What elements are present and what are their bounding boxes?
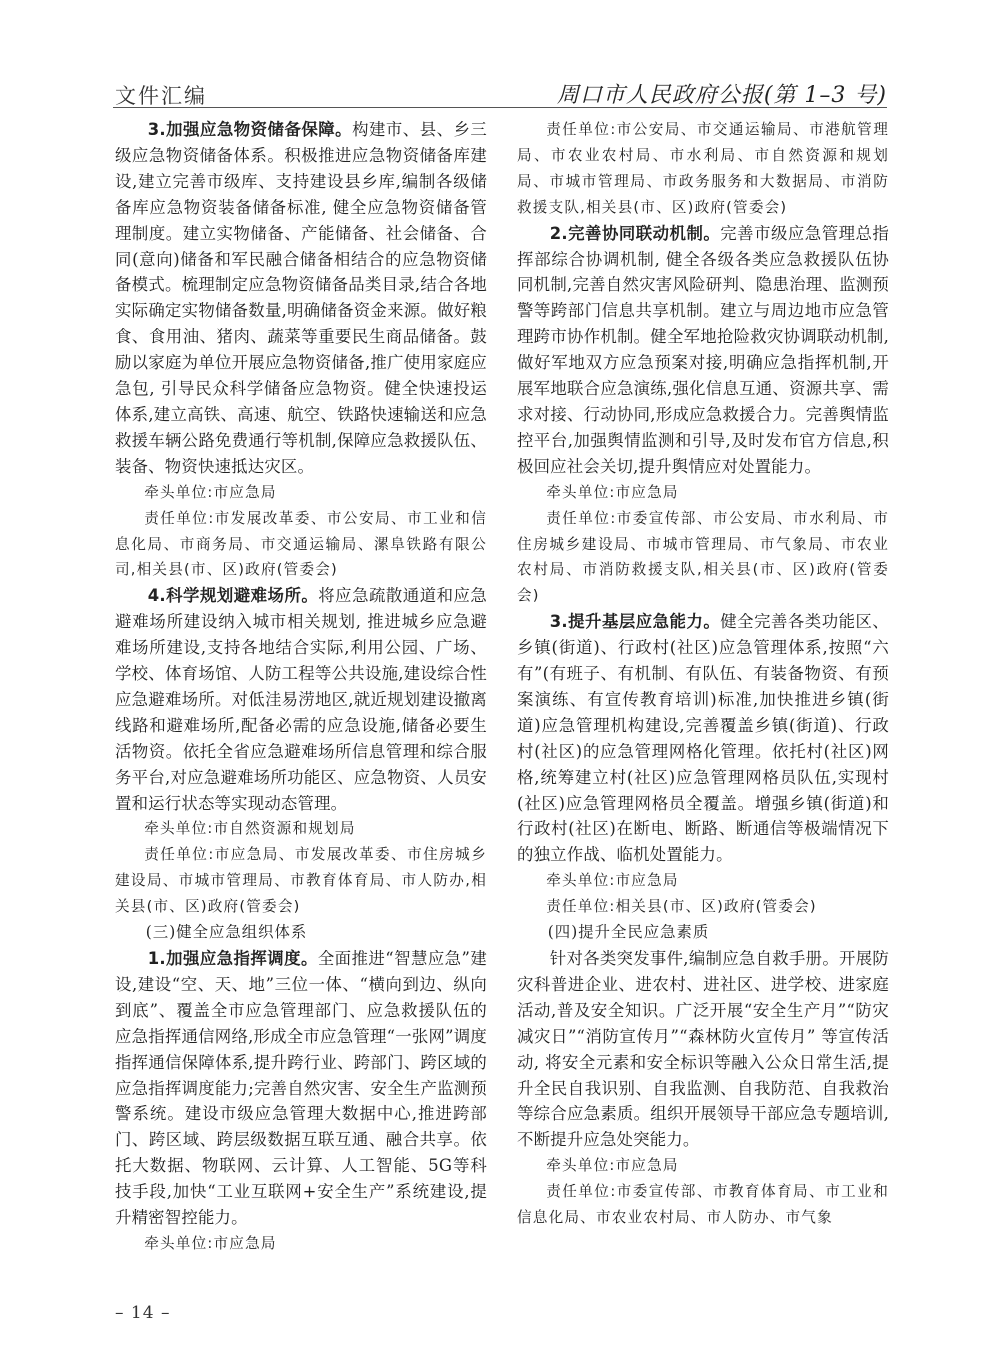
paragraph-grassroots-capacity	[517, 609, 889, 868]
lead-unit-line: 牵头单位:市应急局	[546, 1157, 679, 1175]
responsible-unit-line: 责任单位:市公安局、市交通运输局、市港航管理局、市农业农村局、市水利局、市自然资源和规划局、市城市管理局、市政务服务和大数据局、市消防救援支队,相关县(市、区)政府(管委会)	[517, 121, 889, 216]
paragraph-shelter-planning	[115, 583, 487, 816]
responsible-unit-line: 责任单位:市发展改革委、市公安局、市工业和信息化局、市商务局、市交通运输局、漯阜铁路有限公司,相关县(市、区)政府(管委会)	[115, 509, 487, 579]
responsible-unit-line: 责任单位:市委宣传部、市公安局、市水利局、市住房城乡建设局、市城市管理局、市气象局、市农业农村局、市消防救援支队,相关县(市、区)政府(管委会)	[517, 509, 889, 605]
item-heading: 3.提升基层应急能力。	[549, 612, 721, 632]
paragraph-command-dispatch	[115, 946, 487, 1231]
paragraph-body: 将应急疏散通道和应急避难场所建设纳入城市相关规划, 推进城乡应急避难场所建设,支持各地结合实际,利用公园、广场、学校、体育场馆、人防工程等公共设施,建设综合性应急避难场所。对低洼易涝地区,就近规划建设撤离线路和避难场所,配备必需的应急设施,储备必要生活物资。依托全省应急避难场所信息管理和综合服务平台,对应急避难场所功能区、应急物资、人员安置和运行状态等实现动态管理。	[115, 586, 487, 813]
paragraph-body: 构建市、县、乡三级应急物资储备体系。积极推进应急物资储备库建设,建立完善市级库、支持建设县乡库,编制各级储备库应急物资装备储备标准, 健全应急物资储备管理制度。建立实物储备、产能储备、社会储备、合同(意向)储备和军民融合储备相结合的应急物资储备模式。梳理制定应急物资储备品类目录,结合各地实际确定实物储备数量,明确储备资金来源。做好粮食、食用油、猪肉、蔬菜等重要民生商品储备。鼓励以家庭为单位开展应急物资储备,推广使用家庭应急包, 引导民众科学储备应急物资。健全快速投运体系,建立高铁、高速、航空、铁路快速输送和应急救援车辆公路免费通行等机制,保障应急救援队伍、装备、物资快速抵达灾区。	[115, 120, 487, 476]
lead-unit-line: 牵头单位:市应急局	[546, 872, 679, 890]
header-section-title: 文件汇编	[115, 84, 207, 108]
responsible-unit-line: 责任单位:相关县(市、区)政府(管委会)	[546, 898, 817, 916]
paragraph-public-awareness: 针对各类突发事件,编制应急自救手册。开展防灾科普进企业、进农村、进社区、进学校、进家庭活动,普及安全知识。广泛开展“安全生产月”“防灾减灾日”“消防宣传月”“森林防火宣传月” 等宣传活动, 将安全元素和安全标识等融入公众日常生活,提升全民自我识别、自我监测、自我防范、自我救治等综合应急素质。组织开展领导干部应急专题培训,不断提升应急处突能力。	[517, 949, 889, 1150]
page-header	[113, 80, 887, 116]
paragraph-coordination-mechanism	[517, 221, 889, 480]
item-heading: 3.加强应急物资储备保障。	[147, 120, 353, 139]
responsible-unit-line: 责任单位:市委宣传部、市教育体育局、市工业和信息化局、市农业农村局、市人防办、市气象	[517, 1183, 889, 1227]
lead-unit-line: 牵头单位:市应急局	[144, 483, 277, 501]
page-number: – 14 –	[115, 1303, 171, 1323]
section-heading: (三)健全应急组织体系	[145, 923, 308, 942]
lead-unit-line: 牵头单位:市应急局	[144, 1234, 277, 1252]
header-publication-title: 周口市人民政府公报(第 1–3 号)	[556, 83, 887, 108]
paragraph-body: 完善市级应急管理总指挥部综合协调机制, 健全各级各类应急救援队伍协同机制,完善自然灾害风险研判、隐患治理、监测预警等跨部门信息共享机制。建立与周边地市应急管理跨市协作机制。健全军地抢险救灾协调联动机制,做好军地双方应急预案对接,明确应急指挥机制,开展军地联合应急演练,强化信息互通、资源共享、需求对接、行动协同,形成应急救援合力。完善舆情监控平台,加强舆情监测和引导,及时发布官方信息,积极回应社会关切,提升舆情应对处置能力。	[517, 223, 889, 476]
item-heading: 4.科学规划避难场所。	[147, 586, 319, 606]
item-heading: 1.加强应急指挥调度。	[147, 949, 318, 968]
lead-unit-line: 牵头单位:市应急局	[546, 483, 679, 501]
lead-unit-line: 牵头单位:市自然资源和规划局	[144, 820, 356, 838]
item-heading: 2.完善协同联动机制。	[549, 223, 721, 243]
right-column	[517, 117, 889, 1231]
paragraph-body: 健全完善各类功能区、乡镇(街道)、行政村(社区)应急管理体系,按照“六有”(有班子、有机制、有队伍、有装备物资、有预案演练、有宣传教育培训)标准,加快推进乡镇(街道)应急管理机构建设,完善覆盖乡镇(街道)、行政村(社区)的应急管理网格化管理。依托村(社区)网格,统筹建立村(社区)应急管理网格员队伍,实现村(社区)应急管理网格员全覆盖。增强乡镇(街道)和行政村(社区)在断电、断路、断通信等极端情况下的独立作战、临机处置能力。	[517, 612, 889, 865]
header-rule	[113, 107, 887, 108]
responsible-unit-line: 责任单位:市应急局、市发展改革委、市住房城乡建设局、市城市管理局、市教育体育局、市人防办,相关县(市、区)政府(管委会)	[115, 846, 487, 916]
paragraph-material-reserve	[115, 117, 487, 480]
paragraph-body: 全面推进“智慧应急”建设,建设“空、天、地”三位一体、“横向到边、纵向到底”、覆盖全市应急管理部门、应急救援队伍的应急指挥通信网络,形成全市应急管理“一张网”调度指挥通信保障体系,提升跨行业、跨部门、跨区域的应急指挥调度能力;完善自然灾害、安全生产监测预警系统。建设市级应急管理大数据中心,推进跨部门、跨区域、跨层级数据互联互通、融合共享。依托大数据、物联网、云计算、人工智能、5G等科技手段,加快“工业互联网+安全生产”系统建设,提升精密智控能力。	[115, 949, 487, 1228]
section-heading: (四)提升全民应急素质	[547, 923, 710, 942]
left-column	[115, 117, 487, 1257]
